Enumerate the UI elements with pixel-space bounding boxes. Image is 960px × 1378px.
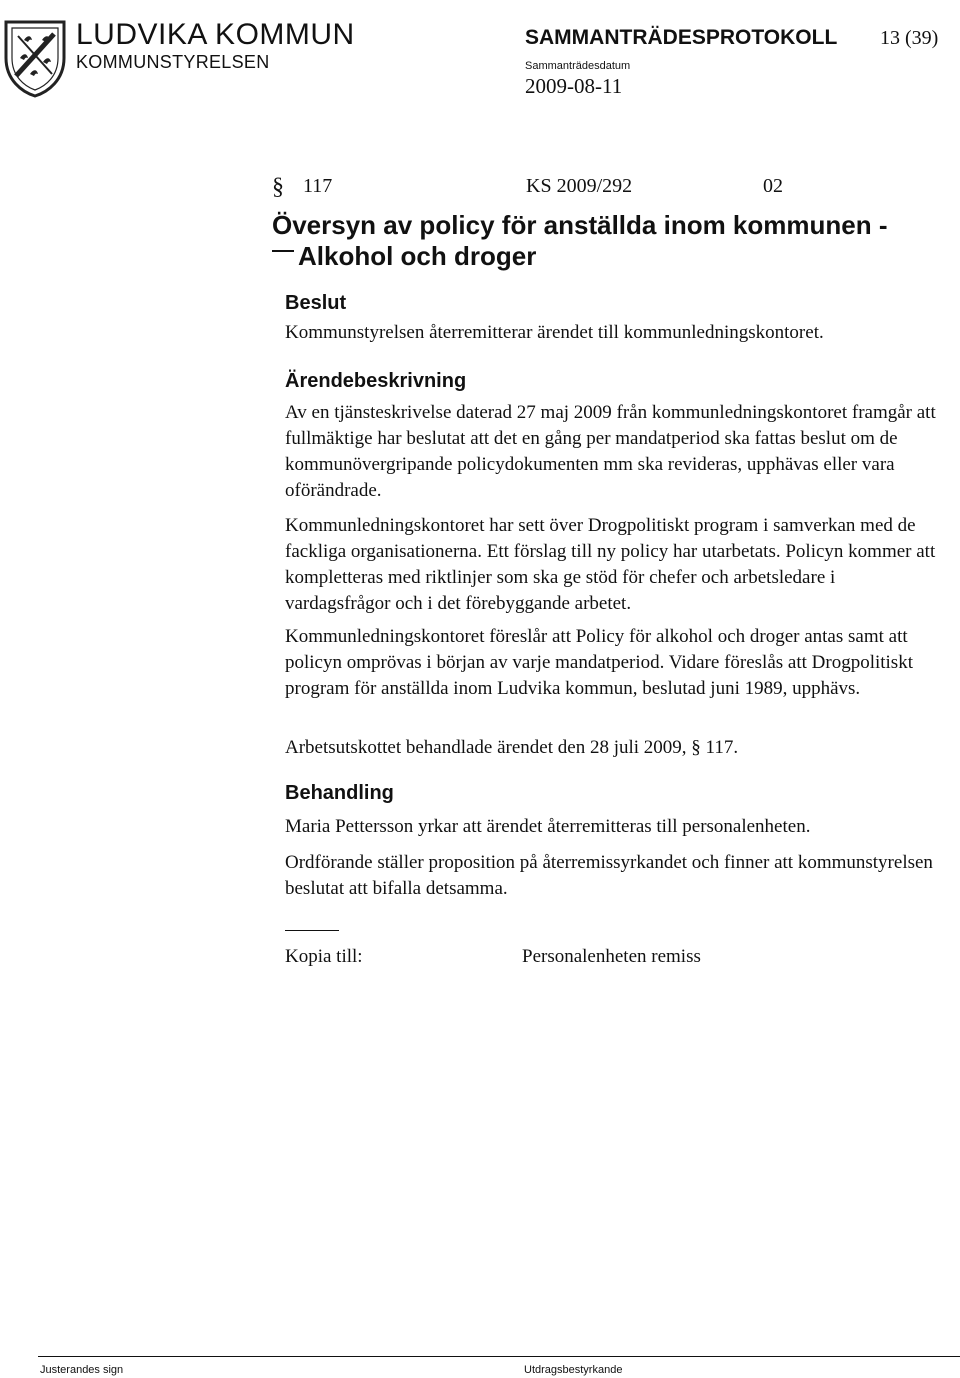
meeting-date-label: Sammanträdesdatum xyxy=(525,60,631,72)
arende-paragraph: Arbetsutskottet behandlade ärendet den 28 juli 2009, § 117. xyxy=(285,737,739,758)
organization-department: KOMMUNSTYRELSEN xyxy=(76,52,270,72)
case-code: 02 xyxy=(763,175,783,197)
separator-line xyxy=(285,930,339,931)
title-dash xyxy=(272,250,294,252)
case-number: 117 xyxy=(303,175,333,197)
behandling-paragraph: Maria Pettersson yrkar att ärendet återremitteras till personalenheten. xyxy=(285,816,811,837)
case-title-line-1: Översyn av policy för anställda inom kommunen - xyxy=(272,210,888,240)
heading-beslut: Beslut xyxy=(285,292,347,314)
copy-to-label: Kopia till: xyxy=(285,946,363,967)
arende-paragraph: Av en tjänsteskrivelse daterad 27 maj 2009 från kommunledningskontoret framgår att fullmäktige har beslutat att det en gång per mandatperiod ska fattas beslut om de kommunövergripande policydokumenten mm ska revideras, upphävas eller vara oförändrade. xyxy=(285,402,936,501)
footer-signature-label: Justerandes sign xyxy=(40,1364,124,1376)
page-number: 13 (39) xyxy=(880,27,939,49)
meeting-date-value: 2009-08-11 xyxy=(525,74,623,98)
case-title xyxy=(272,210,942,272)
copy-to-value: Personalenheten remiss xyxy=(522,946,701,967)
organization-name: LUDVIKA KOMMUN xyxy=(76,18,355,51)
arende-paragraph: Kommunledningskontoret har sett över Drogpolitiskt program i samverkan med de fackliga organisationerna. Ett förslag till ny policy har utarbetats. Policyn kommer att kompletteras med riktlinjer som ska ge stöd för chefer och arbetsledare i vardagsfrågor och i det förebyggande arbetet. xyxy=(285,515,936,614)
document-type: SAMMANTRÄDESPROTOKOLL xyxy=(525,26,838,49)
heading-behandling: Behandling xyxy=(285,782,394,804)
arende-paragraph: Kommunledningskontoret föreslår att Policy för alkohol och droger antas samt att policyn omprövas i början av varje mandatperiod. Vidare föreslås att Drogpolitiskt program för anställda inom Ludvika kommun, beslutad juni 1989, upphävs. xyxy=(285,626,913,699)
section-sign: § xyxy=(272,174,284,200)
footer-divider xyxy=(38,1356,960,1357)
case-reference: KS 2009/292 xyxy=(526,175,633,197)
heading-arendebeskrivning: Ärendebeskrivning xyxy=(285,370,467,392)
case-title-line-2: Alkohol och droger xyxy=(298,241,537,271)
behandling-paragraph: Ordförande ställer proposition på återremissyrkandet och finner att kommunstyrelsen beslutat att bifalla detsamma. xyxy=(285,852,933,899)
beslut-text: Kommunstyrelsen återremitterar ärendet till kommunledningskontoret. xyxy=(285,322,824,343)
footer-certification-label: Utdragsbestyrkande xyxy=(524,1364,623,1376)
municipal-coat-of-arms-logo xyxy=(2,18,68,98)
